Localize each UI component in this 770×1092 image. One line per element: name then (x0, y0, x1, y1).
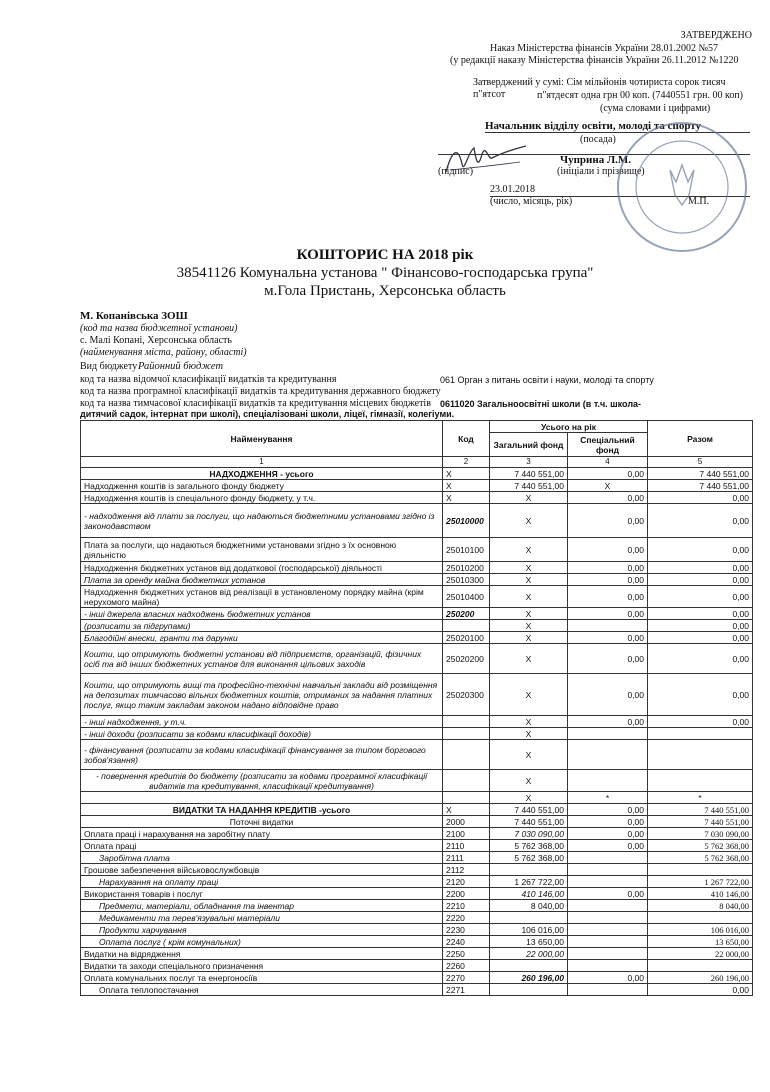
row-general: X (490, 740, 568, 770)
row-special: 0,00 (568, 888, 648, 900)
city-title: м.Гола Пристань, Херсонська область (264, 283, 506, 299)
row-special: 0,00 (568, 504, 648, 538)
row-general: X (490, 492, 568, 504)
row-code: 2271 (443, 984, 490, 996)
row-special: 0,00 (568, 644, 648, 674)
row-code: 2000 (443, 816, 490, 828)
row-special: * (568, 792, 648, 804)
table-row (81, 770, 753, 792)
row-name: Видатки на відрядження (81, 948, 443, 960)
table-row (81, 504, 753, 538)
row-code: 25020300 (443, 674, 490, 716)
row-name: Кошти, що отримують вищі та професійно-технічні навчальні заклади від розміщення на депозитах тимчасово вільних бюджетних коштів, отриманих за надання платних послуг, якщо таким закладам законом надано відповідне право (81, 674, 443, 716)
row-code: 2120 (443, 876, 490, 888)
row-sum: 0,00 (648, 492, 753, 504)
row-sum: 0,00 (648, 644, 753, 674)
row-general: X (490, 562, 568, 574)
row-general: 5 762 368,00 (490, 852, 568, 864)
row-sum: 7 440 551,00 (648, 480, 753, 492)
row-name: НАДХОДЖЕННЯ - усього (81, 468, 443, 480)
row-name: - інші джерела власних надходжень бюджетних установ (81, 608, 443, 620)
row-general: 260 196,00 (490, 972, 568, 984)
row-sum: 0,00 (648, 716, 753, 728)
row-sum: 0,00 (648, 562, 753, 574)
col-num-4: 4 (568, 457, 648, 468)
row-code: 2110 (443, 840, 490, 852)
title-block (0, 246, 770, 300)
row-code: X (443, 492, 490, 504)
col-num-1: 1 (81, 457, 443, 468)
row-name: - надходження від плати за послуги, що надаються бюджетними установами згідно із законодавством (81, 504, 443, 538)
row-name: Нарахування на оплату праці (81, 876, 443, 888)
row-general: X (490, 586, 568, 608)
row-special (568, 864, 648, 876)
row-special (568, 900, 648, 912)
row-sum (648, 912, 753, 924)
row-code: 25010100 (443, 538, 490, 562)
row-special: 0,00 (568, 468, 648, 480)
row-sum: 7 030 090,00 (648, 828, 753, 840)
row-sum: 7 440 551,00 (648, 816, 753, 828)
dept-value: 061 Орган з питань освіти і науки, молоді та спорту (440, 375, 654, 385)
row-code: X (443, 480, 490, 492)
col-num-3: 3 (490, 457, 568, 468)
position-value: Начальник відділу освіти, молоді та спорту (485, 120, 750, 133)
row-general: 22 000,00 (490, 948, 568, 960)
table-row (81, 852, 753, 864)
row-special: 0,00 (568, 816, 648, 828)
row-name: Кошти, що отримують бюджетні установи від підприємств, організацій, фізичних осіб та від інших бюджетних установ для виконання цільових заходів (81, 644, 443, 674)
row-special: 0,00 (568, 492, 648, 504)
row-name (81, 792, 443, 804)
row-name: Надходження бюджетних установ від додаткової (господарської) діяльності (81, 562, 443, 574)
row-name: Видатки та заходи спеціального призначення (81, 960, 443, 972)
row-general: X (490, 632, 568, 644)
row-sum: 5 762 368,00 (648, 852, 753, 864)
table-row (81, 538, 753, 562)
row-general (490, 984, 568, 996)
row-special (568, 924, 648, 936)
row-code: 2100 (443, 828, 490, 840)
document-title: КОШТОРИС НА 2018 рік (296, 247, 474, 263)
institution-caption: (код та назва бюджетної установи) (80, 323, 238, 334)
row-sum: 0,00 (648, 632, 753, 644)
row-sum (648, 728, 753, 740)
dept-label: код та назва відомчої класифікації видатків та кредитування (80, 374, 337, 385)
row-code: 25010300 (443, 574, 490, 586)
row-special: 0,00 (568, 828, 648, 840)
row-special (568, 852, 648, 864)
row-name: Поточні видатки (81, 816, 443, 828)
row-special: 0,00 (568, 538, 648, 562)
row-special: 0,00 (568, 562, 648, 574)
row-general: X (490, 674, 568, 716)
row-general: X (490, 608, 568, 620)
table-row (81, 840, 753, 852)
row-sum: 0,00 (648, 984, 753, 996)
row-code: 2250 (443, 948, 490, 960)
table-row (81, 574, 753, 586)
row-special: 0,00 (568, 840, 648, 852)
program-label: код та назва програмної класифікації видатків та кредитування державного бюджету (80, 386, 441, 397)
header-special-fund: Спеціальний фонд (568, 433, 648, 457)
table-row (81, 960, 753, 972)
row-special (568, 620, 648, 632)
row-sum: 7 440 551,00 (648, 804, 753, 816)
row-general: 7 440 551,00 (490, 804, 568, 816)
row-general: X (490, 644, 568, 674)
row-special (568, 728, 648, 740)
row-sum: 260 196,00 (648, 972, 753, 984)
table-row (81, 608, 753, 620)
table-row (81, 936, 753, 948)
table-row (81, 632, 753, 644)
official-stamp (615, 120, 750, 255)
place-name: с. Малі Копані, Херсонська область (80, 335, 232, 346)
row-general: X (490, 620, 568, 632)
row-special (568, 960, 648, 972)
row-code (443, 716, 490, 728)
row-code: 25020100 (443, 632, 490, 644)
institution-name: М. Копанівська ЗОШ (80, 310, 188, 322)
row-general: 7 440 551,00 (490, 468, 568, 480)
row-sum: 0,00 (648, 586, 753, 608)
row-code: 2240 (443, 936, 490, 948)
row-special: 0,00 (568, 972, 648, 984)
row-code: X (443, 468, 490, 480)
row-code: 25010400 (443, 586, 490, 608)
row-sum (648, 864, 753, 876)
row-sum: * (648, 792, 753, 804)
row-general: 7 440 551,00 (490, 480, 568, 492)
table-row (81, 728, 753, 740)
row-name: - фінансування (розписати за кодами класифікації фінансування за типом боргового зобов'язання) (81, 740, 443, 770)
signature-scribble (440, 140, 530, 180)
table-row (81, 948, 753, 960)
row-code: 25010000 (443, 504, 490, 538)
row-special: 0,00 (568, 574, 648, 586)
row-name: Заробітна плата (81, 852, 443, 864)
row-name: - інші доходи (розписати за кодами класифікації доходів) (81, 728, 443, 740)
row-name: (розписати за підгрупами) (81, 620, 443, 632)
row-special: 0,00 (568, 632, 648, 644)
budget-table (80, 420, 753, 996)
row-sum: 0,00 (648, 620, 753, 632)
table-row (81, 864, 753, 876)
row-name: Оплата праці (81, 840, 443, 852)
row-code: 2111 (443, 852, 490, 864)
row-code (443, 770, 490, 792)
table-row (81, 492, 753, 504)
row-code: X (443, 804, 490, 816)
order-line-1: Наказ Міністерства фінансів України 28.01.2002 №57 (490, 43, 718, 54)
table-row (81, 480, 753, 492)
row-sum (648, 960, 753, 972)
row-special: 0,00 (568, 716, 648, 728)
col-num-5: 5 (648, 457, 753, 468)
table-row (81, 900, 753, 912)
table-row (81, 740, 753, 770)
table-row (81, 716, 753, 728)
row-special: 0,00 (568, 674, 648, 716)
row-name: Оплата праці і нарахування на заробітну плату (81, 828, 443, 840)
row-name: Використання товарів і послуг (81, 888, 443, 900)
row-special: X (568, 480, 648, 492)
row-general: X (490, 716, 568, 728)
row-special (568, 936, 648, 948)
col-num-2: 2 (443, 457, 490, 468)
row-general: X (490, 792, 568, 804)
row-special (568, 770, 648, 792)
row-sum: 7 440 551,00 (648, 468, 753, 480)
row-general: 8 040,00 (490, 900, 568, 912)
organization-title: 38541126 Комунальна установа " Фінансово-господарська група" (176, 265, 594, 281)
row-sum: 0,00 (648, 504, 753, 538)
row-name: Надходження коштів із спеціального фонду бюджету, у т.ч. (81, 492, 443, 504)
row-sum: 5 762 368,00 (648, 840, 753, 852)
row-general: X (490, 770, 568, 792)
place-caption: (найменування міста, району, області) (80, 347, 247, 358)
temp-value-2: дитячий садок, інтернат при школі), спеціалізовані школи, ліцеї, гімназії, колегіуми. (80, 409, 455, 419)
row-name: Плата за послуги, що надаються бюджетними установами згідно з їх основною діяльністю (81, 538, 443, 562)
row-name: ВИДАТКИ ТА НАДАННЯ КРЕДИТІВ -усього (81, 804, 443, 816)
table-row (81, 586, 753, 608)
header-general-fund: Загальний фонд (490, 433, 568, 457)
position-caption: (посада) (580, 134, 616, 145)
row-code: 2210 (443, 900, 490, 912)
temp-label: код та назва тимчасової класифікації видатків та кредитування місцевих бюджетів (80, 398, 431, 409)
budget-label: Вид бюджету (80, 361, 138, 372)
row-name: Оплата теплопостачання (81, 984, 443, 996)
budget-value: Районний бюджет (138, 361, 224, 372)
row-sum: 8 040,00 (648, 900, 753, 912)
row-sum: 410 146,00 (648, 888, 753, 900)
row-name: - повернення кредитів до бюджету (розписати за кодами програмної класифікації видатків та кредитування, класифікації кредитування) (81, 770, 443, 792)
table-row (81, 924, 753, 936)
row-name: Благодійні внески, гранти та дарунки (81, 632, 443, 644)
table-row (81, 984, 753, 996)
table-row (81, 888, 753, 900)
table-row (81, 828, 753, 840)
row-name: Надходження коштів із загального фонду бюджету (81, 480, 443, 492)
row-general: 410 146,00 (490, 888, 568, 900)
table-row (81, 562, 753, 574)
row-code (443, 728, 490, 740)
approver-name: Чуприна Л.М. (560, 154, 632, 166)
row-sum (648, 740, 753, 770)
row-name: Медикаменти та перев'язувальні матеріали (81, 912, 443, 924)
row-general: X (490, 504, 568, 538)
row-code: 2220 (443, 912, 490, 924)
table-row (81, 468, 753, 480)
date-caption: (число, місяць, рік) (490, 196, 573, 207)
row-sum: 106 016,00 (648, 924, 753, 936)
row-sum: 0,00 (648, 608, 753, 620)
temp-value-1: 0611020 Загальноосвітні школи (в т.ч. школа- (440, 399, 642, 409)
row-sum: 1 267 722,00 (648, 876, 753, 888)
header-code: Код (443, 421, 490, 457)
row-general: 106 016,00 (490, 924, 568, 936)
sum-line-1: Затверджений у сумі: Сім мільйонів чотириста сорок тисяч п"ятсот (473, 77, 726, 100)
table-row (81, 816, 753, 828)
mp-label: М.П. (688, 196, 710, 207)
row-name: Продукти харчування (81, 924, 443, 936)
row-sum: 22 000,00 (648, 948, 753, 960)
row-special (568, 876, 648, 888)
row-general: X (490, 574, 568, 586)
row-general (490, 864, 568, 876)
row-special (568, 740, 648, 770)
row-name: Надходження бюджетних установ від реалізації в установленому порядку майна (крім нерухомого майна) (81, 586, 443, 608)
row-general: X (490, 538, 568, 562)
row-code: 25010200 (443, 562, 490, 574)
header-total-year: Усього на рік (490, 421, 648, 433)
row-special: 0,00 (568, 804, 648, 816)
row-special (568, 984, 648, 996)
row-name: Оплата послуг ( крім комунальних) (81, 936, 443, 948)
table-row (81, 804, 753, 816)
header-sum: Разом (648, 421, 753, 457)
row-sum: 13 650,00 (648, 936, 753, 948)
row-general (490, 912, 568, 924)
table-row (81, 876, 753, 888)
row-name: Оплата комунальних послуг та енергоносіїв (81, 972, 443, 984)
name-caption: (ініціали і прізвище) (557, 166, 645, 177)
row-code: 2230 (443, 924, 490, 936)
row-general (490, 960, 568, 972)
row-code (443, 620, 490, 632)
row-sum: 0,00 (648, 574, 753, 586)
table-row (81, 972, 753, 984)
table-body (81, 468, 753, 996)
row-special (568, 948, 648, 960)
row-special: 0,00 (568, 608, 648, 620)
row-general: 1 267 722,00 (490, 876, 568, 888)
row-code: 25020200 (443, 644, 490, 674)
row-code: 2260 (443, 960, 490, 972)
approval-date: 23.01.2018 (490, 184, 750, 197)
row-code: 250200 (443, 608, 490, 620)
row-general: 5 762 368,00 (490, 840, 568, 852)
table-row (81, 912, 753, 924)
sum-caption: (сума словами і цифрами) (600, 103, 711, 114)
row-code (443, 740, 490, 770)
order-line-2: (у редакції наказу Міністерства фінансів України 26.11.2012 №1220 (450, 55, 739, 66)
signature-caption: (підпис) (438, 166, 474, 177)
row-name: Плата за оренду майна бюджетних установ (81, 574, 443, 586)
table-row (81, 674, 753, 716)
row-code: 2200 (443, 888, 490, 900)
approved-label: ЗАТВЕРДЖЕНО (680, 30, 752, 41)
row-code: 2112 (443, 864, 490, 876)
row-name: - інші надходження, у т.ч. (81, 716, 443, 728)
table-row (81, 644, 753, 674)
row-sum: 0,00 (648, 538, 753, 562)
row-special: 0,00 (568, 586, 648, 608)
row-sum: 0,00 (648, 674, 753, 716)
header-name: Найменування (81, 421, 443, 457)
row-name: Предмети, матеріали, обладнання та інвентар (81, 900, 443, 912)
row-name: Грошове забезпечення військовослужбовців (81, 864, 443, 876)
row-sum (648, 770, 753, 792)
row-general: 7 440 551,00 (490, 816, 568, 828)
table-row (81, 792, 753, 804)
row-general: X (490, 728, 568, 740)
row-special (568, 912, 648, 924)
row-code (443, 792, 490, 804)
row-general: 7 030 090,00 (490, 828, 568, 840)
table-row (81, 620, 753, 632)
sum-line-2: п"ятдесят одна грн 00 коп. (7440551 грн. 00 коп) (537, 90, 744, 101)
row-general: 13 650,00 (490, 936, 568, 948)
row-code: 2270 (443, 972, 490, 984)
